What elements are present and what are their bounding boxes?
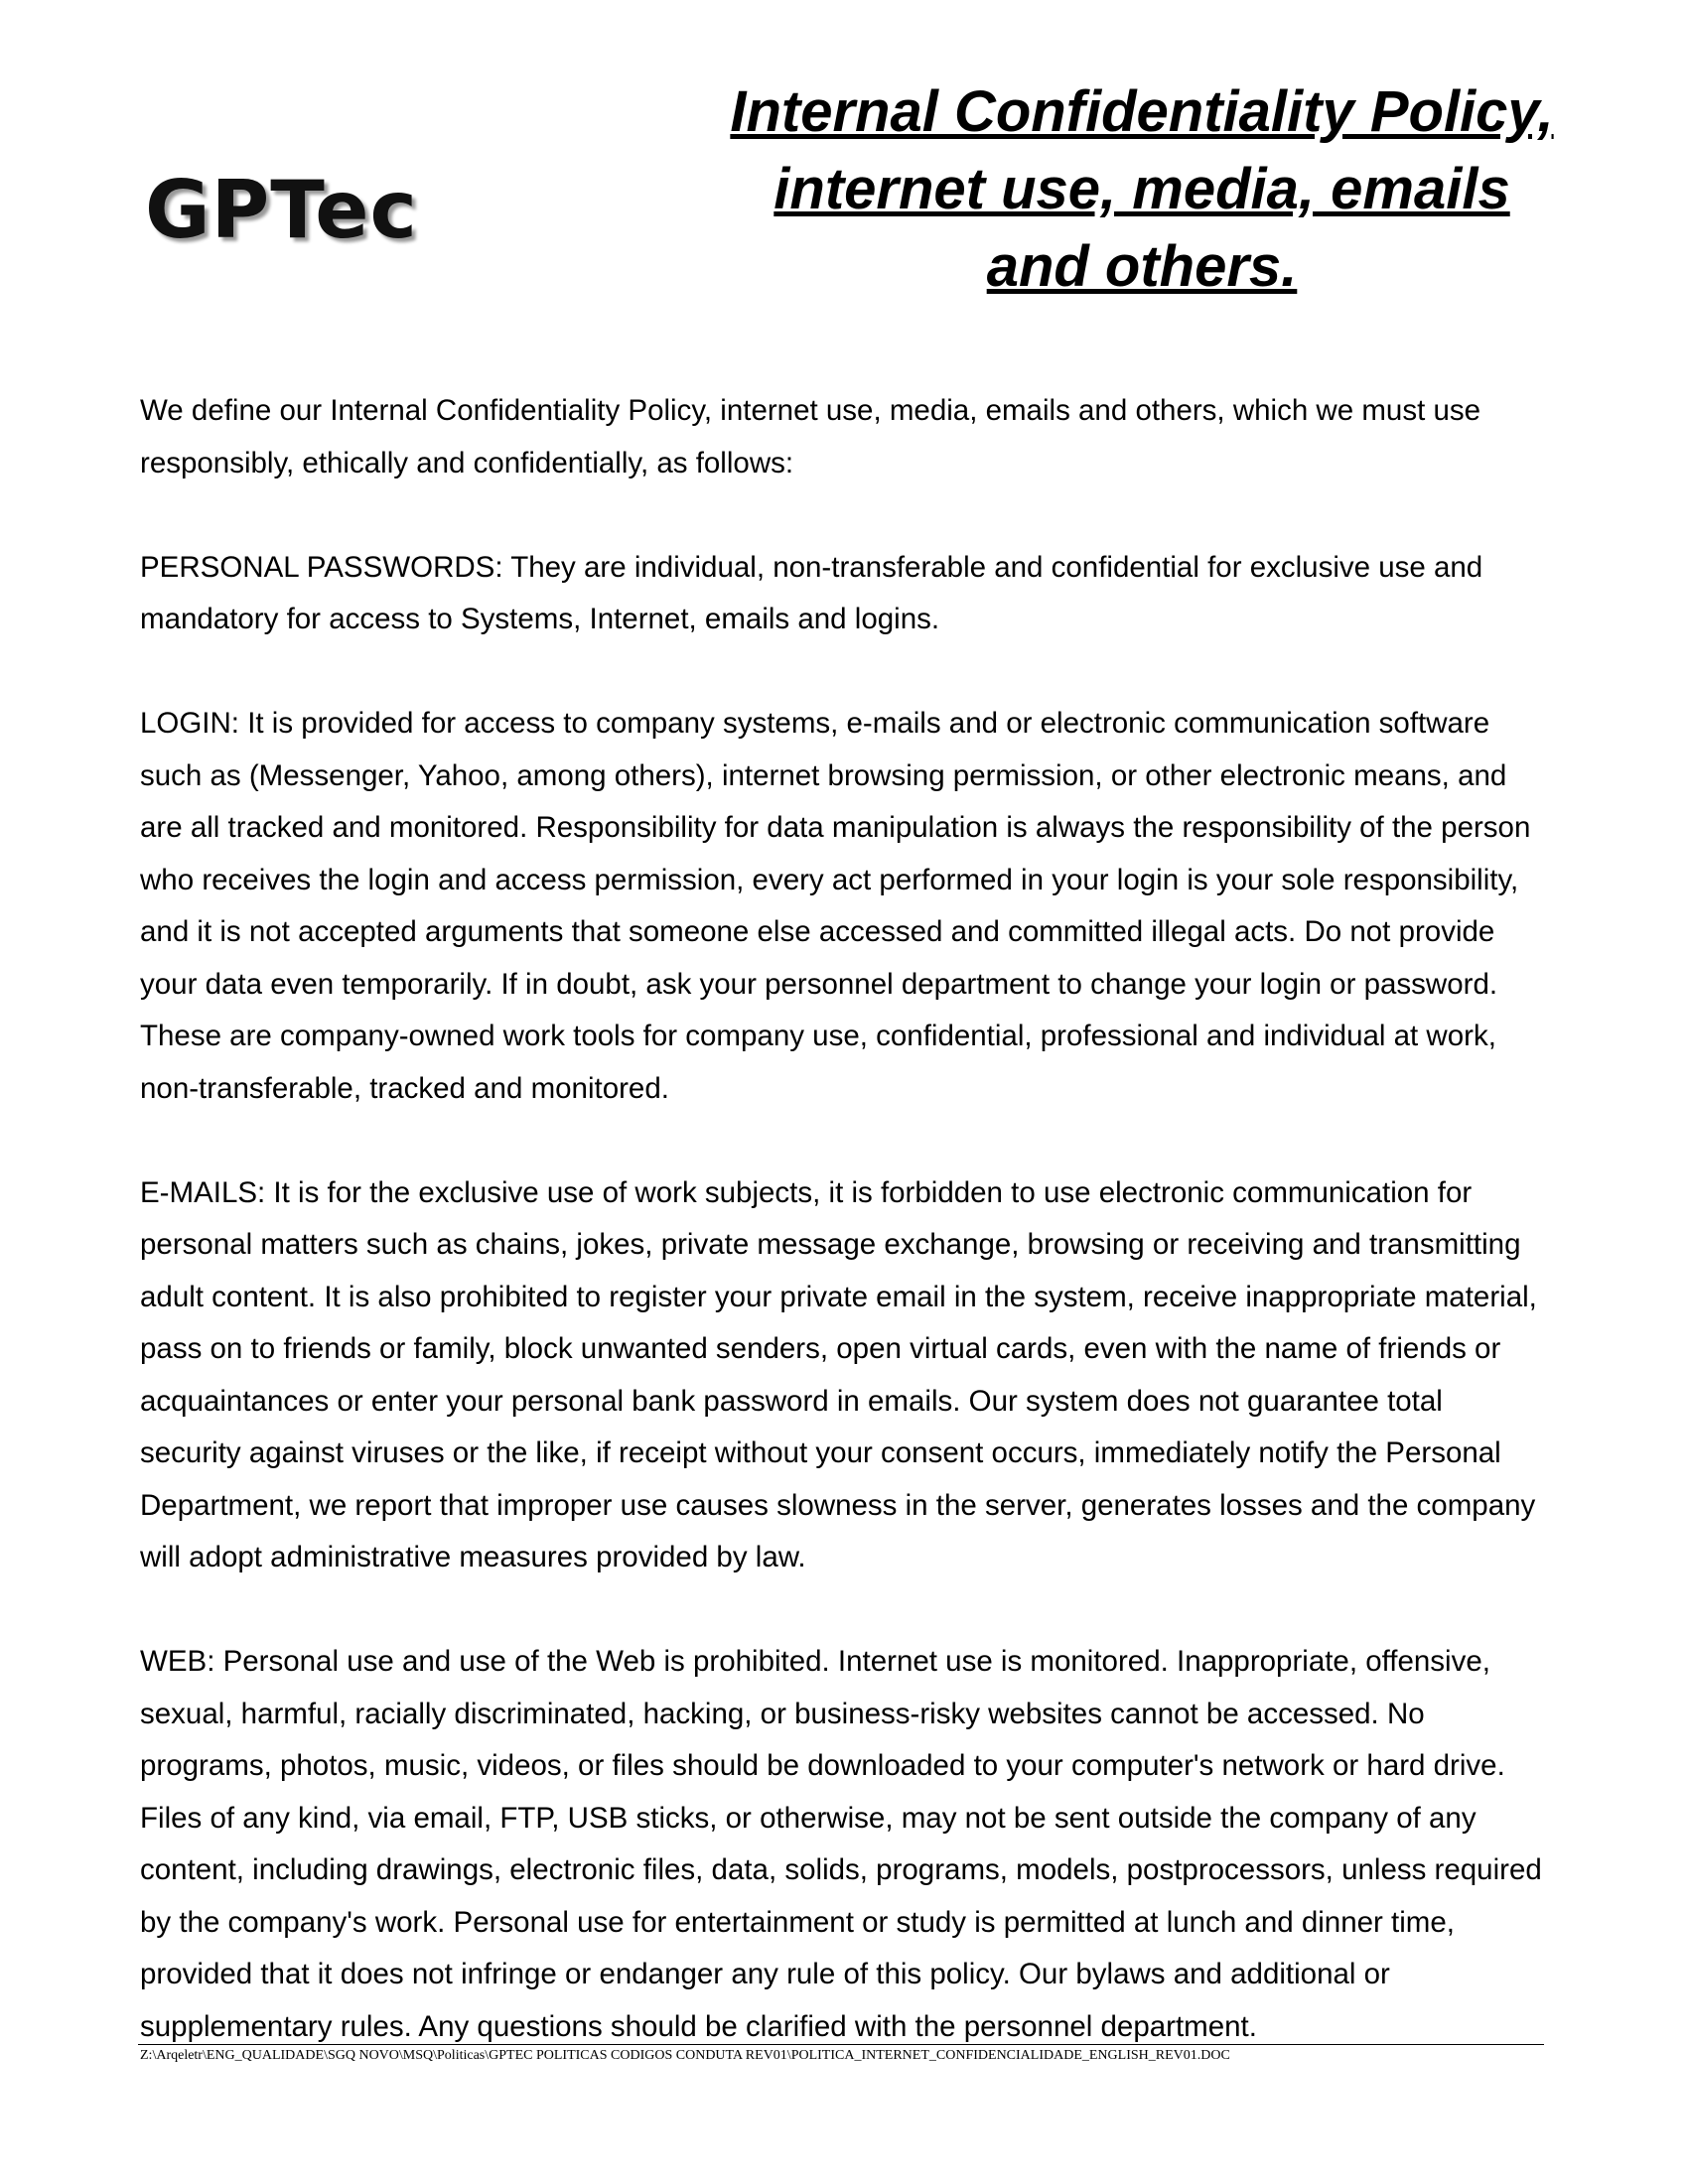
footer-divider [138, 2044, 1544, 2045]
intro-paragraph: We define our Internal Confidentiality Policy, internet use, media, emails and others, which we must use responsibly, ethically and confidentially, as follows: [140, 394, 1481, 479]
policy-body [140, 385, 1550, 2106]
footer-file-path: Z:\Arqeletr\ENG_QUALIDADE\SGQ NOVO\MSQ\Politicas\GPTEC POLITICAS CODIGOS CONDUTA REV01\POLITICA_INTERNET_CONFIDENCIALIDADE_ENGLISH_REV01.DOC [140, 2048, 1230, 2063]
emails-paragraph: E-MAILS: It is for the exclusive use of work subjects, it is forbidden to use electronic communication for personal matters such as chains, jokes, private message exchange, browsing or receiving and transmitting adult content. It is also prohibited to register your private email in the system, receive inappropriate material, pass on to friends or family, block unwanted senders, open virtual cards, even with the name of friends or acquaintances or enter your personal bank password in emails. Our system does not guarantee total security against viruses or the like, if receipt without your consent occurs, immediately notify the Personal Department, we report that improper use causes slowness in the server, generates losses and the company will adopt administrative measures provided by law. [140, 1175, 1537, 1573]
login-paragraph: LOGIN: It is provided for access to company systems, e-mails and or electronic communication software such as (Messenger, Yahoo, among others), internet browsing permission, or other electronic means, and are all tracked and monitored. Responsibility for data manipulation is always the responsibility of the person who receives the login and access permission, every act performed in your login is your sole responsibility, and it is not accepted arguments that someone else accessed and committed illegal acts. Do not provide your data even temporarily. If in doubt, ask your personnel department to change your login or password. These are company-owned work tools for company use, confidential, professional and individual at work, non-transferable, tracked and monitored. [140, 707, 1531, 1105]
passwords-paragraph: PERSONAL PASSWORDS: They are individual, non-transferable and confidential for exclusive use and mandatory for access to Systems, Internet, emails and logins. [140, 550, 1483, 635]
title-line-1: Internal Confidentiality Policy, [730, 79, 1554, 144]
web-paragraph: WEB: Personal use and use of the Web is prohibited. Internet use is monitored. Inappropriate, offensive, sexual, harmful, racially discriminated, hacking, or business-risky websites cannot be accessed. No programs, photos, music, videos, or files should be downloaded to your computer's network or hard drive. Files of any kind, via email, FTP, USB sticks, or otherwise, may not be sent outside the company of any content, including drawings, electronic files, data, solids, programs, models, postprocessors, unless required by the company's work. Personal use for entertainment or study is permitted at lunch and dinner time, provided that it does not infringe or endanger any rule of this policy. Our bylaws and additional or supplementary rules. Any questions should be clarified with the personnel department. [140, 1645, 1542, 2043]
title-line-3: and others. [986, 234, 1298, 299]
company-logo: GPTec [145, 164, 418, 256]
title-line-2: internet use, media, emails [774, 157, 1510, 221]
document-title [695, 73, 1589, 306]
